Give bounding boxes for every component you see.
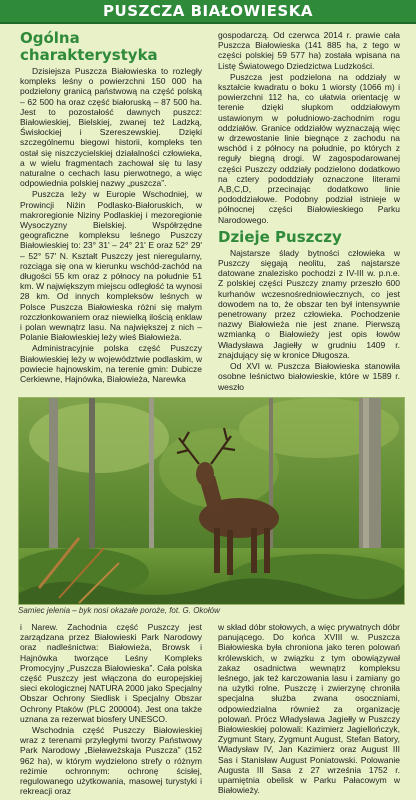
paragraph: Najstarsze ślady bytności człowieka w Puszczy sięgają neolitu, zaś najstarsze datowane znalezisko pochodzi z IV-III w. p.n.e. Z polskiej części Puszczy znamy przeszło 600 kurhanów wczesnośredniowiecznych, co jest dowodem na to, że obszar ten był intensywnie penetrowany przez człowieka. Pochodzenie nazwy Białowieża nie jest znane. Pierwszą wzmianką o Białowieży jest opis łowów Władysława Jagiełły w grudniu 1409 r. znajdujący się w kronice Długosza.	[218, 247, 400, 360]
paragraph: Administracyjnie polska część Puszczy Białowieskiej leży w województwie podlaskim, w powiecie hajnowskim, na terenie gmin: Dubicze Cerkiewne, Hajnówka, Białowieża, Narewka	[20, 343, 202, 385]
paragraph: w skład dóbr stołowych, a więc prywatnych dóbr panującego. Do końca XVIII w. Puszcza Białowieska była chroniona jako teren polowań królewskich, w związku z tym obowiązywał zakaz osadnictwa wewnątrz kompleksu leśnego, jak też karczowania lasu i zamiany go na użytki rolne. Puszczę i zwierzynę chroniła specjalna służba zwana osoczniami, odpowiedzialna również za organizację polowań. Prócz Władysława Jagiełły w Puszczy Białowieskiej polowali: Kazimierz Jagiellończyk, Zygmunt Stary, Zygmunt August, Stefan Batory, Władysław IV, Jan Kazimierz oraz August III Sas i Stanisław August Poniatowski. Polowanie Augusta III Sasa z 27 września 1752 r. upamiętnia obelisk w Parku Pałacowym w Białowieży.	[218, 622, 400, 796]
photo-caption: Samiec jelenia – byk nosi okazałe poroże, fot. G. Okołów	[18, 606, 220, 615]
section-heading-history: Dzieje Puszczy	[218, 227, 342, 246]
left-column	[20, 30, 202, 385]
paragraph: Wschodnia część Puszczy Białowieskiej wraz z terenami przyległymi tworzy Państwowy Park Narodowy „Bieławeżskaja Puszcza” (152 962 ha), w którym wydzielono strefy o różnym reżimie ochronnym: ochronę ścisłej, regulowanego użytkowania, masowej turystyki i rekreacji oraz	[20, 725, 202, 797]
paragraph: Od XVI w. Puszcza Białowieska stanowiła osobne leśnictwo białowieskie, które w 1589 r. weszło	[218, 361, 400, 392]
paragraph: Puszcza leży w Europie Wschodniej, w Prowincji Niżin Podlasko-Białoruskich, w makroregionie Niziny Podlaskiej i mezoregionie Wysoczyzny Bielskiej. Współrzędne geograficzne kompleksu leśnego Puszczy Białowieskiej to: 23° 31' – 24° 21' E oraz 52° 29' – 52° 57' N. Kształt Puszczy jest nieregularny, rozciąga się ona w kierunku wschód-zachód na długości 55 km oraz z północy na południe 51 km. W największym miejscu odległość ta wynosi 28 km. Od innych kompleksów leśnych w Polsce Puszcza Białowieska różni się małym rozczłonkowaniem oraz niewielką ilością enklaw i polan wewnątrz lasu. Na największej z nich – Polanie Białowieskiej leży wieś Białowieża.	[20, 189, 202, 343]
bottom-right-column	[218, 622, 400, 796]
section-heading-characteristics: Ogólna charakterystyka	[20, 29, 158, 64]
page-banner: PUSZCZA BIAŁOWIESKA	[0, 0, 416, 24]
deer-photo	[18, 397, 405, 605]
right-column	[218, 30, 400, 393]
paragraph: Puszcza jest podzielona na oddziały w kształcie kwadratu o boku 1 wiorsty (1066 m) i powierzchni 112 ha, co ułatwia orientację w terenie dzięki słupkom oddziałowym ustawionym w południowo-zachodnim rogu oddziałów. Granice oddziałów wyznaczają więc w drzewostanie linie biegnące z zachodu na wschód i z północy na południe, po których z reguły biegną drogi. W zagospodarowanej części Puszczy oddziały podzielono dodatkowo na cztery pododdziały oznaczone literami A,B,C,D, przecinając dodatkowo linie pododdziałowe. Podobny podział istnieje w północnej części Białowieskiego Parku Narodowego.	[218, 71, 400, 225]
bottom-left-column	[20, 622, 202, 797]
paragraph: gospodarczą. Od czerwca 2014 r. prawie cała Puszcza Białowieska (141 885 ha, z tego w części polskiej 59 577 ha) została wpisana na Listę Światowego Dziedzictwa Ludzkości.	[218, 30, 400, 71]
paragraph: i Narew. Zachodnia część Puszczy jest zarządzana przez Białowieski Park Narodowy oraz nadleśnictwa: Białowieża, Browsk i Hajnówka tworzące Leśny Kompleks Promocyjny „Puszcza Białowieska”. Cała polska część Puszczy jest włączona do europejskiej sieci ekologicznej NATURA 2000 jako Specjalny Obszar Ochrony Siedlisk i Specjalny Obszar Ochrony Ptaków (PLC 200004). Jest ona także uznana za rezerwat biosfery UNESCO.	[20, 622, 202, 724]
paragraph: Dzisiejsza Puszcza Białowieska to rozległy kompleks leśny o powierzchni 150 000 ha podzielony granicą państwową na część polską – 62 500 ha oraz część białoruską – 87 500 ha. Jest to pozostałość dawnych puszcz: Białowieskiej, Bielskiej, zwanej też Ladzką, Świsłockiej i Szereszewskiej. Dzięki szczególnemu biegowi historii, kompleks ten ostał się niszczycielskiej działalności człowieka, a w wielu fragmentach zachował się tu lasy naturalne o cechach lasu pierwotnego, a więc odpowiednia polskiej nazwy „puszcza”.	[20, 66, 202, 189]
